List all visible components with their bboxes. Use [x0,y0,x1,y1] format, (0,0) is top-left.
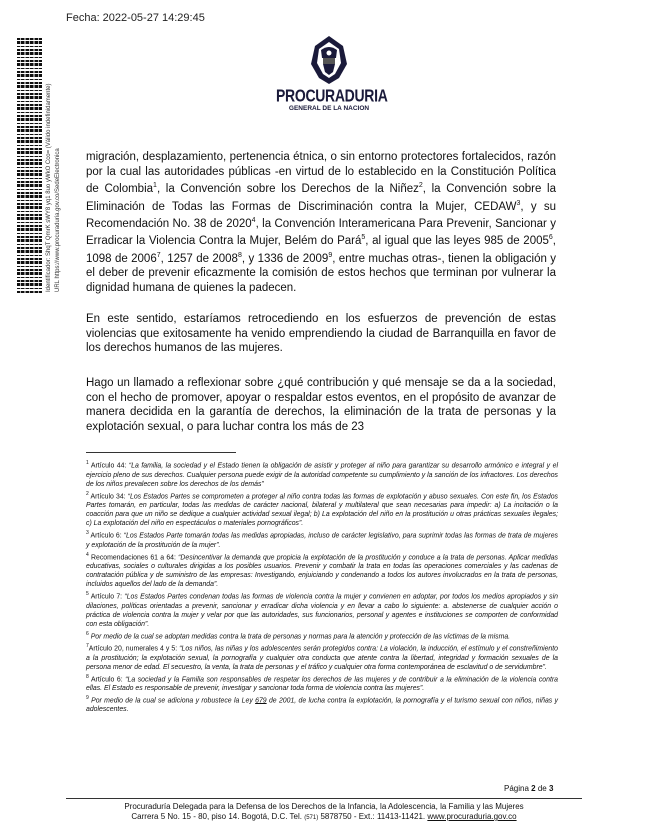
footnote-6: $^6$ Por medio de la cual se adoptan medidas contra la trata de personas y normas para la atención y protección de las víctimas de la misma. [86,630,511,641]
website-link[interactable]: www.procuraduria.gov.co [427,812,517,821]
footer [66,802,582,823]
footnote-1: $^1$ Artículo 44: “La familia, la sociedad y el Estado tienen la obligación de asistir y proteger al niño para garantizar su desarrollo armónico e integral y el ejercicio pleno de sus derechos. Cualquier persona puede exigir de la autoridad competente su cumplimiento y la sanción de los infractores. Los derechos de los niños prevalecen sobre los derechos de los demás” [86,460,558,488]
footnote-8: $^8$ Artículo 6: “La sociedad y la Familia son responsables de respetar los derechos de las mujeres y de contribuir a la eliminación de la violencia contra ellas. El Estado es responsable de prevenir, investigar y sancionar toda forma de violencia contra las mujeres”. [86,673,558,692]
page-number: Página 2 de 3 [504,784,554,793]
footnote-2: $^2$ Artículo 34: “Los Estados Partes se comprometen a proteger al niño contra todas las formas de explotación y abuso sexuales. Con este fin, los Estados Partes tomarán, en particular, todas las medidas de carácter nacional, bilateral y multilateral que sean necesarias para impedir: a) La incitación o la coacción para que un niño se dedique a cualquier actividad sexual ilegal; b) La explotación del niño en la prostitución u otras prácticas sexuales ilegales; c) La explotación del niño en espectáculos o materiales pornográficos”. [86,490,558,528]
paragraph-1: migración, desplazamiento, pertenencia étnica, o sin entorno protectores fortalecidos, razón por la cual las autoridades públicas -en virtud de lo establecido en la Constitución Política de Colombia$^1$, la Convención sobre los Derechos de la Niñez$^2$, la Convención sobre la Eliminación de Todas las Formas de Discriminación contra la Mujer, CEDAW$^3$, y su Recomendación No. 38 de 2020$^4$, la Convención Interamericana Para Prevenir, Sancionar y Erradicar la Violencia Contra la Mujer, Belém do Pará$^5$, al igual que las leyes 985 de 2005$^6$, 1098 de 2006$^7$, 1257 de 2008$^8$, y 1336 de 2009$^9$, entre muchas otras-, tienen la obligación y el deber de prevenir eficazmente la comisión de estos hechos que terminan por vulnerar la dignidad humana de quienes la padecen. [86,151,556,294]
footer-contact: Carrera 5 No. 15 - 80, piso 14. Bogotá, D.C. Tel. (571) 5878750 - Ext.: 11413-11421. www.procuraduria.gov.co [131,812,517,821]
law-679-link[interactable]: 679 [255,697,267,705]
footer-office: Procuraduría Delegada para la Defensa de los Derechos de la Infancia, la Adolescencia, la Familia y las Mujeres [124,802,524,811]
footnote-3: $^3$ Artículo 6: “Los Estados Parte tomarán todas las medidas apropiadas, incluso de carácter legislativo, para suprimir todas las formas de trata de mujeres y explotación de la prostitución de la mujer”. [86,530,558,549]
document-date: Fecha: 2022-05-27 14:29:45 [66,12,205,24]
footer-separator [66,798,582,799]
document-identifier: Identificador: ShqT QmrK sWY8 yq1 8uo yWkO Cco= (Válido indefinidamente) [46,83,52,292]
footnote-7: $^7$Artículo 20, numerales 4 y 5: “Los niños, las niñas y los adolescentes serán protegidos contra: La violación, la inducción, el estímulo y el constreñimiento a la prostitución; la explotación sexual, la pornografía y cualquier otra conducta que atente contra la libertad, integridad y formación sexuales de la persona menor de edad. El secuestro, la venta, la trata de personas y el tráfico y cualquier otra forma contemporánea de esclavitud o de servidumbre”. [86,643,559,671]
logo-subtitle: GENERAL DE LA NACION [288,105,370,112]
footnote-5: $^5$ Artículo 7: “Los Estados Partes condenan todas las formas de violencia contra la mujer y convienen en adoptar, por todos los medios apropiados y sin dilaciones, políticas orientadas a prevenir, sancionar y erradicar dicha violencia y en llevar a cabo lo siguiente: a. abstenerse de cualquier acción o práctica de violencia contra la mujer y velar por que las autoridades, sus funcionarios, personal y agentes e instituciones se comporten de conformidad con esta obligación”. [86,591,558,629]
procuraduria-logo [276,34,388,132]
verification-url: URL https://www.procuraduria.gov.co/SedeElectronica [55,148,61,292]
paragraph-3: Hago un llamado a reflexionar sobre ¿qué contribución y qué mensaje se da a la sociedad, con el hecho de promover, apoyar o respaldar estos eventos, en el propósito de avanzar de manera decidida en la garantía de derechos, la eliminación de la trata de personas y la explotación sexual, o para luchar contra los más de 23 [86,377,556,433]
barcode [17,38,42,293]
paragraph-2: En este sentido, estaríamos retrocediendo en los esfuerzos de prevención de estas violencias que exitosamente ha venido emprendiendo la ciudad de Barranquilla en favor de los derechos humanos de las mujeres. [86,313,556,355]
footnote-4: $^4$ Recomendaciones 61 a 64: “Desincentivar la demanda que propicia la explotación de la prostitución y conduce a la trata de personas. Aplicar medidas educativas, sociales o culturales dirigidas a los posibles usuarios. Prevenir y combatir la trata en todas las operaciones comerciales y las cadenas de contratación pública y de suministro de las empresas: Investigando, enjuiciando y condenando a todos los autores involucrados en la trata de personas, incluidos aquellos del lado de la demanda”. [86,551,558,589]
footnotes [86,459,558,715]
footnote-separator [86,452,236,453]
logo-title: PROCURADURIA [276,85,388,105]
coat-of-arms-icon [309,34,349,86]
footnote-9: $^9$ Por medio de la cual se adiciona y robustece la Ley 679 de 2001, de lucha contra la explotación, la pornografía y el turismo sexual con niños, niñas y adolescentes. [86,694,558,714]
